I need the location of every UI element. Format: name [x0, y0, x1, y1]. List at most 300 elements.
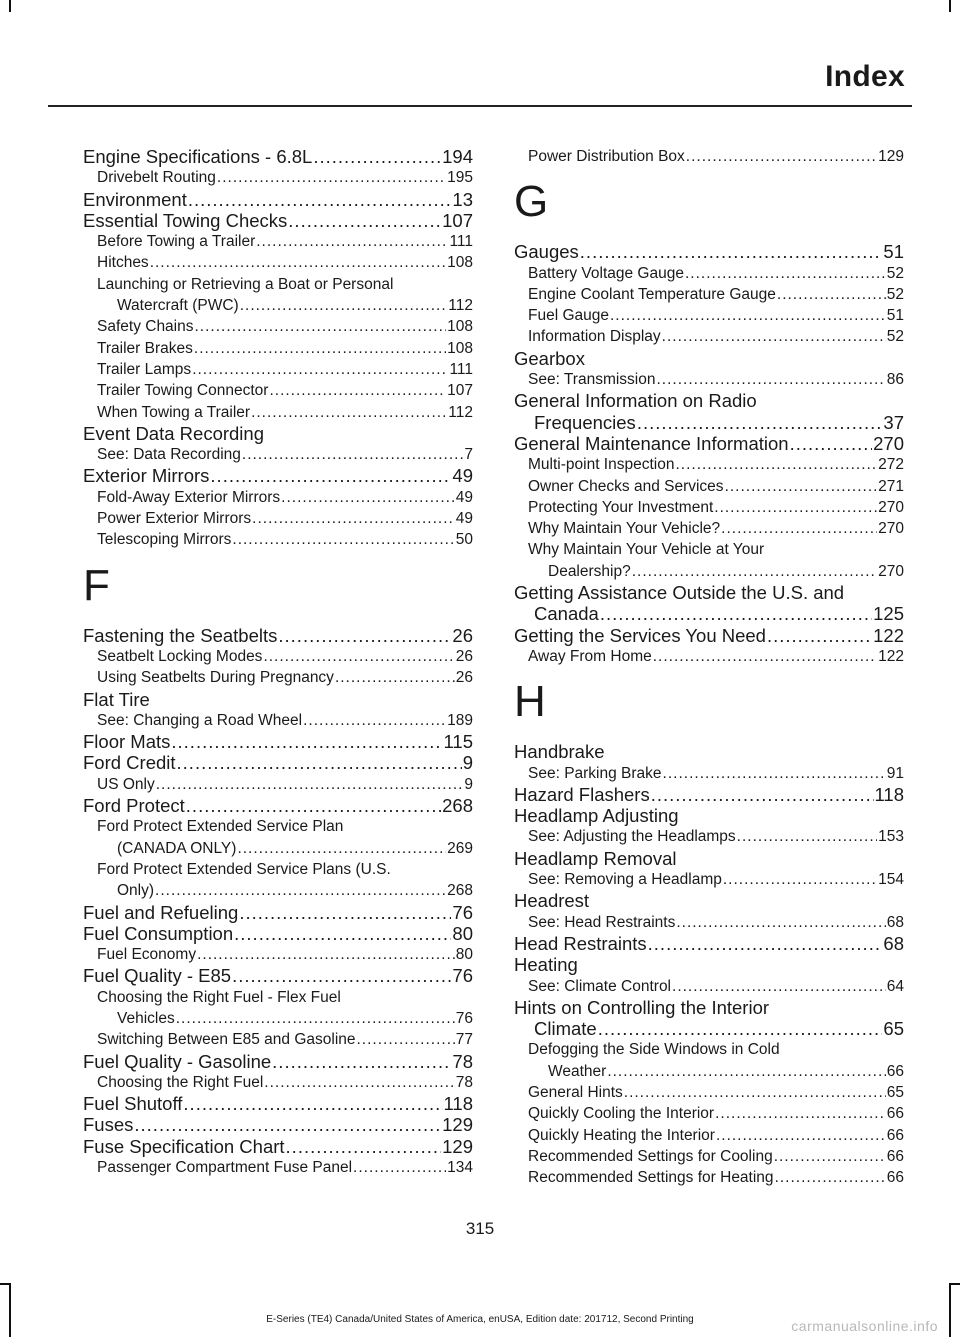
- index-entry-text: Hints on Controlling the Interior: [514, 996, 770, 1018]
- index-page-number: 122: [878, 647, 904, 665]
- index-subentry: [514, 476, 904, 497]
- dot-leader: [264, 1072, 454, 1093]
- index-entry-text: When Towing a Trailer: [97, 403, 251, 421]
- index-page-number: 272: [878, 456, 904, 474]
- index-subentry: [83, 380, 473, 401]
- dot-leader: [653, 646, 877, 667]
- index-entry-text: Fastening the Seatbelts: [83, 624, 278, 646]
- index-entry-text: Trailer Lamps: [97, 360, 192, 378]
- dot-leader: [155, 880, 446, 901]
- index-subentry: [514, 1082, 904, 1103]
- index-entry: [514, 890, 904, 911]
- dot-leader: [714, 497, 877, 518]
- index-entry: [514, 741, 904, 762]
- index-page-number: 189: [447, 711, 473, 729]
- index-page-number: 270: [873, 432, 904, 454]
- dot-leader: [637, 412, 883, 433]
- index-entry-text: Floor Mats: [83, 731, 171, 753]
- index-page-number: 107: [442, 209, 473, 231]
- index-entry-text: Recommended Settings for Heating: [528, 1169, 774, 1187]
- index-entry-text: Before Towing a Trailer: [97, 233, 256, 251]
- index-page-number: 270: [878, 562, 904, 580]
- index-subentry: [83, 338, 473, 359]
- dot-leader: [242, 444, 463, 465]
- dot-leader: [657, 369, 886, 390]
- index-page-number: 108: [447, 339, 473, 357]
- index-subentry: [83, 859, 473, 902]
- index-entry-text: Hitches: [97, 254, 149, 272]
- index-subentry: [514, 263, 904, 284]
- index-entry-text: Fuse Specification Chart: [83, 1135, 285, 1157]
- dot-leader: [263, 646, 454, 667]
- index-page-number: 129: [442, 1114, 473, 1136]
- index-entry-text: Recommended Settings for Cooling: [528, 1147, 773, 1165]
- index-entry-text: Weather: [548, 1062, 607, 1080]
- index-page-number: 269: [447, 839, 473, 857]
- index-page-number: 65: [886, 1083, 904, 1101]
- index-subentry: [514, 305, 904, 326]
- dot-leader: [662, 326, 886, 347]
- index-entry-text: Fuel Shutoff: [83, 1093, 183, 1115]
- index-entry-text: Why Maintain Your Vehicle?: [528, 520, 721, 538]
- index-entry-text: Seatbelt Locking Modes: [97, 647, 263, 665]
- index-subentry: [83, 667, 473, 688]
- index-page-number: 76: [455, 1009, 473, 1027]
- dot-leader: [716, 1125, 886, 1146]
- dot-leader: [177, 752, 462, 773]
- index-entry: [83, 1051, 473, 1072]
- index-entry-text: See: Adjusting the Headlamps: [528, 828, 736, 846]
- index-entry-text: Trailer Brakes: [97, 339, 193, 357]
- index-subentry: [83, 316, 473, 337]
- dot-leader: [335, 667, 455, 688]
- index-entry: [83, 1093, 473, 1114]
- index-subentry: [514, 326, 904, 347]
- index-subentry: [83, 987, 473, 1030]
- dot-leader: [256, 231, 448, 252]
- index-entry-text: Choosing the Right Fuel - Flex Fuel: [97, 988, 341, 1006]
- index-entry-text: Canada: [534, 603, 599, 625]
- index-page-number: 268: [447, 882, 473, 900]
- index-entry: [83, 731, 473, 752]
- index-entry-text: Ford Credit: [83, 752, 176, 774]
- dot-leader: [234, 923, 451, 944]
- dot-leader: [725, 476, 878, 497]
- index-subentry: [83, 944, 473, 965]
- header-divider: [48, 105, 912, 107]
- footer-edition-info: E-Series (TE4) Canada/United States of America, enUSA, Edition date: 201712, Second Printing: [266, 1314, 694, 1325]
- index-page-number: 51: [886, 307, 904, 325]
- index-section-letter: F: [83, 560, 110, 610]
- crop-mark-bottom-left-v: [9, 1283, 11, 1337]
- index-subentry: [514, 869, 904, 890]
- index-subentry: [514, 1167, 904, 1188]
- index-entry-text: General Maintenance Information: [514, 432, 789, 454]
- index-page-number: 7: [464, 446, 473, 464]
- index-page-number: 64: [886, 977, 904, 995]
- index-subentry: [514, 1125, 904, 1146]
- index-page-number: 66: [886, 1169, 904, 1187]
- index-page-number: 86: [886, 371, 904, 389]
- index-entry-text: Fuel Economy: [97, 946, 197, 964]
- index-page-number: 66: [886, 1105, 904, 1123]
- index-page-number: 118: [443, 1093, 473, 1115]
- index-entry-text: Fuel Gauge: [528, 307, 609, 325]
- dot-leader: [195, 316, 447, 337]
- index-page-number: 9: [464, 775, 473, 793]
- dot-leader: [252, 508, 455, 529]
- index-entry-text: Ford Protect Extended Service Plans (U.S.: [97, 860, 391, 878]
- index-entry: [514, 433, 904, 454]
- index-entry: [514, 933, 904, 954]
- index-page-number: 76: [452, 901, 473, 923]
- dot-leader: [232, 529, 454, 550]
- index-column-right: [514, 146, 904, 1188]
- index-page-number: 115: [443, 731, 473, 753]
- index-entry-text: Dealership?: [548, 562, 631, 580]
- index-subentry: [514, 539, 904, 582]
- index-entry: [83, 752, 473, 773]
- index-page-number: 108: [447, 254, 473, 272]
- dot-leader: [721, 518, 877, 539]
- index-entry-text: Battery Voltage Gauge: [528, 264, 684, 282]
- dot-leader: [767, 625, 872, 646]
- index-entry-text: Defogging the Side Windows in Cold: [528, 1041, 780, 1059]
- crop-mark-top-left-v: [9, 0, 11, 12]
- index-page-number: 154: [878, 871, 904, 889]
- index-page-number: 111: [449, 360, 473, 378]
- index-entry: [83, 423, 473, 444]
- dot-leader: [303, 710, 446, 731]
- dot-leader: [598, 1018, 883, 1039]
- index-entry: [83, 795, 473, 816]
- index-entry: [514, 625, 904, 646]
- index-entry-text: Exterior Mirrors: [83, 465, 210, 487]
- index-page-number: 112: [448, 297, 473, 315]
- index-subentry: [83, 402, 473, 423]
- dot-leader: [651, 784, 874, 805]
- index-entry-text: General Hints: [528, 1083, 623, 1101]
- index-entry: [83, 625, 473, 646]
- index-page-number: 78: [455, 1073, 473, 1091]
- dot-leader: [790, 433, 873, 454]
- index-subentry: [514, 497, 904, 518]
- index-subentry: [83, 444, 473, 465]
- crop-mark-top-right-v: [949, 0, 951, 12]
- index-subentry: [514, 369, 904, 390]
- index-subentry: [514, 454, 904, 475]
- index-entry-text: Heating: [514, 954, 578, 976]
- index-entry-text: Headrest: [514, 890, 590, 912]
- index-subentry: [83, 252, 473, 273]
- index-entry-text: Fuses: [83, 1114, 134, 1136]
- index-entry-text: Climate: [534, 1018, 597, 1040]
- dot-leader: [672, 976, 886, 997]
- index-entry-text: Multi-point Inspection: [528, 456, 675, 474]
- index-entry: [83, 189, 473, 210]
- index-entry: [83, 1114, 473, 1135]
- index-entry-text: Vehicles: [117, 1009, 175, 1027]
- index-subentry: [83, 359, 473, 380]
- index-page-number: 268: [442, 795, 473, 817]
- index-entry-text: Hazard Flashers: [514, 783, 650, 805]
- index-entry: [514, 582, 904, 625]
- index-page-number: 91: [886, 764, 904, 782]
- index-subentry: [514, 1039, 904, 1082]
- index-subentry: [83, 816, 473, 859]
- index-page-number: 37: [883, 411, 904, 433]
- index-entry-text: Engine Coolant Temperature Gauge: [528, 285, 776, 303]
- dot-leader: [353, 1157, 446, 1178]
- index-entry: [83, 146, 473, 167]
- index-entry-text: Telescoping Mirrors: [97, 531, 232, 549]
- index-subentry: [83, 710, 473, 731]
- index-entry: [83, 1136, 473, 1157]
- index-entry-text: Fuel and Refueling: [83, 901, 239, 923]
- index-entry: [514, 348, 904, 369]
- index-section-letter: G: [514, 177, 549, 227]
- index-entry-text: Getting Assistance Outside the U.S. and: [514, 582, 845, 604]
- index-subentry: [514, 146, 904, 167]
- index-page-number: 77: [455, 1031, 473, 1049]
- index-entry-text: Essential Towing Checks: [83, 209, 288, 231]
- dot-leader: [580, 241, 883, 262]
- index-entry-text: Switching Between E85 and Gasoline: [97, 1031, 356, 1049]
- dot-leader: [176, 1008, 455, 1029]
- index-entry: [83, 902, 473, 923]
- dot-leader: [357, 1029, 455, 1050]
- index-page-number: 9: [462, 752, 473, 774]
- index-entry-text: Safety Chains: [97, 318, 194, 336]
- index-subentry: [83, 1029, 473, 1050]
- index-subentry: [83, 274, 473, 317]
- dot-leader: [686, 146, 877, 167]
- index-entry-text: Ford Protect Extended Service Plan: [97, 818, 344, 836]
- dot-leader: [632, 561, 877, 582]
- index-page-number: 66: [886, 1126, 904, 1144]
- dot-leader: [278, 625, 451, 646]
- index-entry-text: Watercraft (PWC): [117, 297, 239, 315]
- index-entry-text: Ford Protect: [83, 795, 185, 817]
- dot-leader: [217, 167, 446, 188]
- index-entry: [83, 210, 473, 231]
- index-entry-text: US Only: [97, 775, 155, 793]
- index-entry-text: Launching or Retrieving a Boat or Personal: [97, 275, 394, 293]
- index-entry-text: Headlamp Adjusting: [514, 805, 679, 827]
- dot-leader: [648, 933, 883, 954]
- index-subentry: [514, 826, 904, 847]
- dot-leader: [775, 1167, 886, 1188]
- crop-mark-bottom-left-h: [0, 1283, 11, 1285]
- index-subentry: [514, 1103, 904, 1124]
- dot-leader: [171, 731, 442, 752]
- index-page-number: 78: [452, 1050, 473, 1072]
- dot-leader: [183, 1093, 442, 1114]
- index-section-letter: H: [514, 677, 546, 727]
- index-page-number: 68: [886, 913, 904, 931]
- index-subentry: [83, 529, 473, 550]
- index-entry-text: Frequencies: [534, 411, 636, 433]
- index-page-number: 52: [886, 285, 904, 303]
- dot-leader: [188, 189, 452, 210]
- index-page-number: 125: [873, 603, 904, 625]
- watermark: carmanualsonline.info: [791, 1318, 938, 1334]
- index-page-number: 134: [447, 1159, 473, 1177]
- index-entry-text: Power Distribution Box: [528, 148, 685, 165]
- index-entry-text: Fold-Away Exterior Mirrors: [97, 488, 281, 506]
- index-entry-text: Quickly Heating the Interior: [528, 1126, 715, 1144]
- index-entry-text: Information Display: [528, 328, 661, 346]
- index-entry-text: Fuel Consumption: [83, 922, 234, 944]
- index-page-number: 65: [883, 1018, 904, 1040]
- index-page-number: 270: [878, 520, 904, 538]
- index-page-number: 49: [452, 465, 473, 487]
- index-entry-text: Power Exterior Mirrors: [97, 510, 252, 528]
- dot-leader: [288, 210, 441, 231]
- index-entry-text: Gearbox: [514, 347, 585, 369]
- index-subentry: [514, 1146, 904, 1167]
- index-page-number: 49: [455, 488, 473, 506]
- index-page-number: 26: [455, 647, 473, 665]
- index-subentry: [514, 976, 904, 997]
- dot-leader: [624, 1082, 886, 1103]
- index-entry-text: Environment: [83, 188, 187, 210]
- dot-leader: [600, 603, 872, 624]
- index-page-number: 129: [442, 1135, 473, 1157]
- index-entry-text: Engine Specifications - 6.8L: [83, 146, 313, 167]
- index-page-number: 50: [455, 531, 473, 549]
- dot-leader: [240, 295, 448, 316]
- index-page-number: 52: [886, 264, 904, 282]
- index-entry: [514, 784, 904, 805]
- dot-leader: [676, 912, 885, 933]
- index-subentry: [83, 1072, 473, 1093]
- index-subentry: [514, 646, 904, 667]
- index-entry-text: See: Climate Control: [528, 977, 672, 995]
- index-entry: [83, 689, 473, 710]
- index-entry-text: Quickly Cooling the Interior: [528, 1105, 715, 1123]
- index-entry-text: See: Parking Brake: [528, 764, 662, 782]
- index-page-number: 26: [455, 669, 473, 687]
- dot-leader: [197, 944, 455, 965]
- index-page-number: 51: [883, 241, 904, 263]
- index-entry: [514, 805, 904, 826]
- dot-leader: [685, 263, 886, 284]
- dot-leader: [723, 869, 877, 890]
- index-entry: [83, 923, 473, 944]
- index-page-number: 122: [873, 624, 904, 646]
- dot-leader: [237, 838, 446, 859]
- index-entry-text: Gauges: [514, 241, 579, 263]
- index-entry-text: General Information on Radio: [514, 390, 757, 412]
- index-entry-text: Head Restraints: [514, 932, 647, 954]
- index-subentry: [83, 167, 473, 188]
- index-page-number: 112: [448, 403, 473, 421]
- index-entry-text: See: Data Recording: [97, 446, 241, 464]
- index-entry-text: (CANADA ONLY): [117, 839, 237, 857]
- dot-leader: [607, 1061, 885, 1082]
- dot-leader: [156, 774, 464, 795]
- dot-leader: [272, 1051, 451, 1072]
- index-subentry: [83, 508, 473, 529]
- dot-leader: [286, 1136, 442, 1157]
- dot-leader: [774, 1146, 886, 1167]
- index-entry-text: See: Transmission: [528, 371, 656, 389]
- index-entry: [514, 390, 904, 433]
- index-entry-text: Why Maintain Your Vehicle at Your: [528, 541, 765, 559]
- index-entry: [514, 848, 904, 869]
- dot-leader: [313, 146, 441, 167]
- index-page-number: 108: [447, 318, 473, 336]
- index-entry-text: Trailer Towing Connector: [97, 382, 269, 400]
- index-page-number: 76: [452, 965, 473, 987]
- index-entry-text: Protecting Your Investment: [528, 498, 714, 516]
- index-entry-text: See: Changing a Road Wheel: [97, 711, 303, 729]
- index-subentry: [83, 774, 473, 795]
- index-page-number: 271: [878, 477, 904, 495]
- index-entry-text: Only): [117, 882, 155, 900]
- index-page-number: 80: [455, 946, 473, 964]
- index-page-number: 49: [455, 510, 473, 528]
- index-subentry: [83, 646, 473, 667]
- dot-leader: [715, 1103, 886, 1124]
- dot-leader: [186, 795, 441, 816]
- index-entry-text: Passenger Compartment Fuse Panel: [97, 1159, 353, 1177]
- index-page-number: 68: [883, 932, 904, 954]
- dot-leader: [150, 252, 446, 273]
- index-entry-text: Handbrake: [514, 741, 605, 763]
- index-page-number: 13: [452, 188, 473, 210]
- index-page-number: 111: [449, 233, 473, 251]
- index-entry-text: Owner Checks and Services: [528, 477, 724, 495]
- index-entry-text: See: Head Restraints: [528, 913, 676, 931]
- index-page-number: 80: [452, 922, 473, 944]
- index-page-number: 52: [886, 328, 904, 346]
- index-page-number: 195: [447, 169, 473, 187]
- dot-leader: [134, 1114, 441, 1135]
- dot-leader: [232, 965, 451, 986]
- index-page-number: 153: [878, 828, 904, 846]
- index-page-number: 26: [452, 624, 473, 646]
- dot-leader: [210, 465, 451, 486]
- index-subentry: [514, 763, 904, 784]
- index-page-number: 194: [442, 146, 473, 167]
- index-subentry: [83, 1157, 473, 1178]
- index-entry-text: See: Removing a Headlamp: [528, 871, 722, 889]
- index-subentry: [514, 518, 904, 539]
- index-subentry: [83, 231, 473, 252]
- crop-mark-bottom-right-v: [949, 1283, 951, 1337]
- index-page-number: 129: [878, 148, 904, 165]
- index-entry-text: Getting the Services You Need: [514, 624, 766, 646]
- index-page-number: 107: [447, 382, 473, 400]
- index-entry-text: Event Data Recording: [83, 422, 264, 444]
- index-page-number: 270: [878, 498, 904, 516]
- index-entry-text: Headlamp Removal: [514, 847, 677, 869]
- index-entry: [514, 997, 904, 1040]
- index-entry-text: Fuel Quality - Gasoline: [83, 1050, 272, 1072]
- index-entry: [83, 465, 473, 486]
- index-page-number: 66: [886, 1062, 904, 1080]
- index-entry: [514, 954, 904, 975]
- dot-leader: [192, 359, 448, 380]
- dot-leader: [194, 338, 446, 359]
- crop-mark-bottom-right-h: [949, 1283, 960, 1285]
- dot-leader: [777, 284, 886, 305]
- index-page-number: 118: [874, 783, 904, 805]
- index-entry: [83, 965, 473, 986]
- page-title: Index: [825, 60, 905, 93]
